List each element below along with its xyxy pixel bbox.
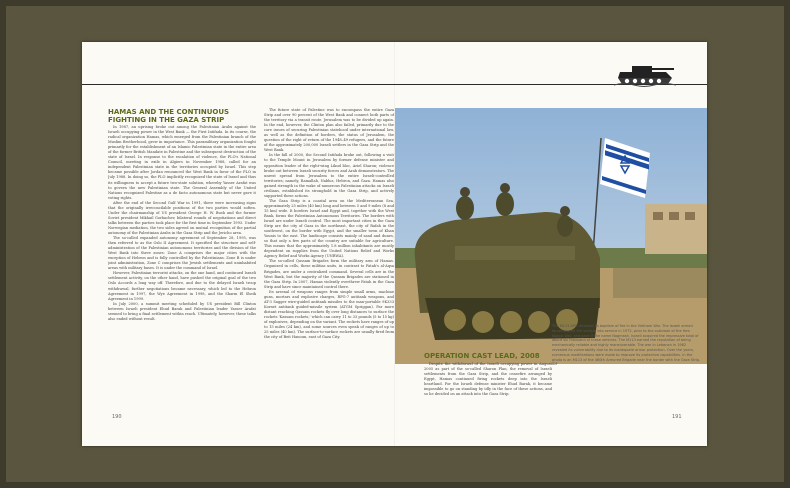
body-paragraph: After the end of the Second Gulf War in 1991, there were increasing signs that the originally irreconcilable positions of the two parties would soften. Under the chairmanship of US president George H. W. Bush and the former Soviet president Mikhail Gorbachev, bilateral rounds of negotiations and direct talks between the parties took place for the first time in September 1993. Under Norwegian mediation, the two sides agreed on mutual recognition of the partial autonomy of the Palestinian Arabs in the Gaza Strip and the Jericho area. (108, 200, 256, 235)
body-paragraph: However, Palestinian terrorist attacks, on the one hand, and continued Israeli settlement activity, on the other hand, have pushed the original goal of the two Oslo Accords a long way off. Therefore, and due to the delayed Israeli troop withdrawal, further negotiations became necessary, which led to the Hebron Agreement in 1997, the Wye Agreement in 1998, and the Sharm El Sheik Agreement in 1999. (108, 271, 256, 301)
body-paragraph: In the fall of 2000, the Second Intifada broke out, following a visit to the Temple Mount in Jerusalem by former defense minister and opposition leader of the right-wing Likud bloc, Ariel Sharon; violence broke out between Israeli security forces and Arab demonstrators. The unrest spread from Jerusalem to the entire Israeli-controlled territories; namely, Ramallah, Nablus, Hebron, and Gaza. Hamas also gained strength in the wake of numerous Palestinian attacks on Israeli civilians, established its stronghold in the Gaza Strip, and actively supported these actions. (264, 153, 394, 198)
page-number-right: 191 (672, 414, 682, 420)
right-page-column (424, 362, 552, 420)
body-paragraph: The so-called expanded autonomy agreement of September 28, 1995, was then referred to as the Oslo II Agreement. It specified the structure and self-administration of the Palestinian autonomous territories and the division of the West Bank into three zones: Zone A comprises the major cities with the exception of Hebron and is fully controlled by the Palestinians. Zone B is under joint administration, Zone C comprises the Jewish settlements and uninhabited areas with military bases. It is under the command of Israel. (108, 236, 256, 271)
body-paragraph: In 1987, an uprising broke out among the Palestinian Arabs against the Israeli occupying power in the West Bank — the First Intifada. In its course, the radical organization Hamas, which emerged from the Palestinian branch of the Muslim Brotherhood, grew in importance. This paramilitary organization fought primarily for the establishment of an Islamic Palestinian state in the entire area of the former British Mandate in Palestine and the subsequent destruction of the state of Israel. In response to the escalation of violence, the PLO's National Council, meeting in exile in Algiers in November 1988, called for an independent Palestinian state in the territories occupied by Israel. This step became possible after Jordan renounced the West Bank in favor of the PLO in July 1988. In doing so, the PLO implicitly recognized the state of Israel and thus its willingness to accept a future two-state solution, whereby Yasser Arafat was to govern the new Palestinian state. The General Assembly of the United Nations recognized Palestine as a de facto autonomous state but never gave it voting rights. (108, 125, 256, 200)
tank-icon (614, 62, 676, 88)
body-paragraph: Its arsenal of weapons ranges from simple small arms, machine guns, mortars and explosive charges, RPG-7 antitank weapons, and AT-3 Sagger wire-guided antitank missiles to the man-portable 9K333 Kornet antitank guided-missile system (ATGM Spriggan). Far more distant reaching Qassam rockets fly over long distances to surface the rockets 'Kassam rockets,' which can carry 11 to 33 pounds (5 to 15 kg) of explosives, depending on the variant. The rockets have ranges of up to 15 miles (24 km), and some sources even speak of ranges of up to 25 miles (40 km). The surface-to-surface rockets are usually fired from the city of Beit Hanoun, east of Gaza City. (264, 289, 394, 340)
page-number-left: 190 (112, 414, 122, 420)
body-paragraph: Despite the withdrawal of the Israeli occupying power in August 2005 as part of the so-called Sharon Plan, the removal of Israeli settlements from the Gaza Strip, and the ceasefire arranged by Egypt, Hamas continued firing rockets deep into the Israeli heartland. For the Israeli defense minister Ehud Barak, it became impossible to go on standing by idly in the face of these actions, and so he decided on an attack into the Gaza Strip. (424, 362, 552, 397)
photo-caption: The M113 APC received its baptism of fire in the Vietnam War. The Israeli armed forces placed the vehicle into service in 1972, prior to the outbreak of the Yom Kippur War, and gave it the name Nagmash. Israeli acquired the impressive total of about six thousand of these vehicles. The M113 earned the reputation of being mechanically reliable and highly maneuverable. The war in Lebanon in 1982 revealed its vulnerability due to its inadequate armor protection. Over the years, numerous modifications were made to improve its protective capabilities. In the photo is an M113 of the 460th Armored Brigade near the border with the Gaza Strip. IDF (552, 324, 701, 367)
left-page-column-2 (264, 108, 394, 418)
body-paragraph: The future state of Palestine was to encompass the entire Gaza Strip and over 90 percent of the West Bank and connect both parts of the territory via a transit route. Jerusalem was to be divided up again. In the end, however, the Clinton plan also failed, primarily due to the core issues of securing Palestinian statehood under international law, as well as the definition of borders, the status of Jerusalem, the question of the right of return of the 1948–49 refugees, and the future of the approximately 200,000 Israeli settlers in the Gaza Strip and the West Bank. (264, 108, 394, 153)
book-spread (82, 42, 707, 446)
section-heading-cast-lead: OPERATION CAST LEAD, 2008 (424, 352, 540, 360)
body-paragraph: In July 2000, a summit meeting scheduled by US president Bill Clinton between Israeli president Ehud Barak and Palestinian leader Yasser Arafat seemed to bring a final settlement within reach. Ultimately, however, these talks also ended without result. (108, 301, 256, 321)
body-paragraph: The Gaza Strip is a coastal area on the Mediterranean Sea, approximately 25 miles (40 km) long and between 5 and 9 miles (8 and 15 km) wide. It borders Israel and Egypt and, together with the West Bank, forms the Palestinian Autonomous Territories. The borders with Israel are under Israeli control. The most important cities in the Gaza Strip are the city of Gaza in the northeast, the city of Rafah in the southwest, on the border with Egypt, and the smaller town of Khan Younis to the east. The landscape consists mainly of sand and dunes, so that only a few parts of the country are suitable for agriculture. This means that the approximately 1.8 million inhabitants are mostly dependent on supplies from the United Nations Relief and Works Agency Relief and Works Agency (UNRWA). (264, 198, 394, 259)
section-heading-hamas: HAMAS AND THE CONTINUOUS FIGHTING IN THE GAZA STRIP (108, 108, 230, 124)
body-paragraph: The so-called Qassam Brigades form the military arm of Hamas. Organized in cells, these militias units, in contrast to Fatah's al-Aqsa Brigades, are under a centralized command. Several cells are in the West Bank, but the majority of the Qassam Brigades are stationed in the Gaza Strip. In 2007, Hamas violently overthrew Fatah in the Gaza Strip and have since maintained control there. (264, 259, 394, 289)
left-page-column-1 (108, 125, 256, 418)
